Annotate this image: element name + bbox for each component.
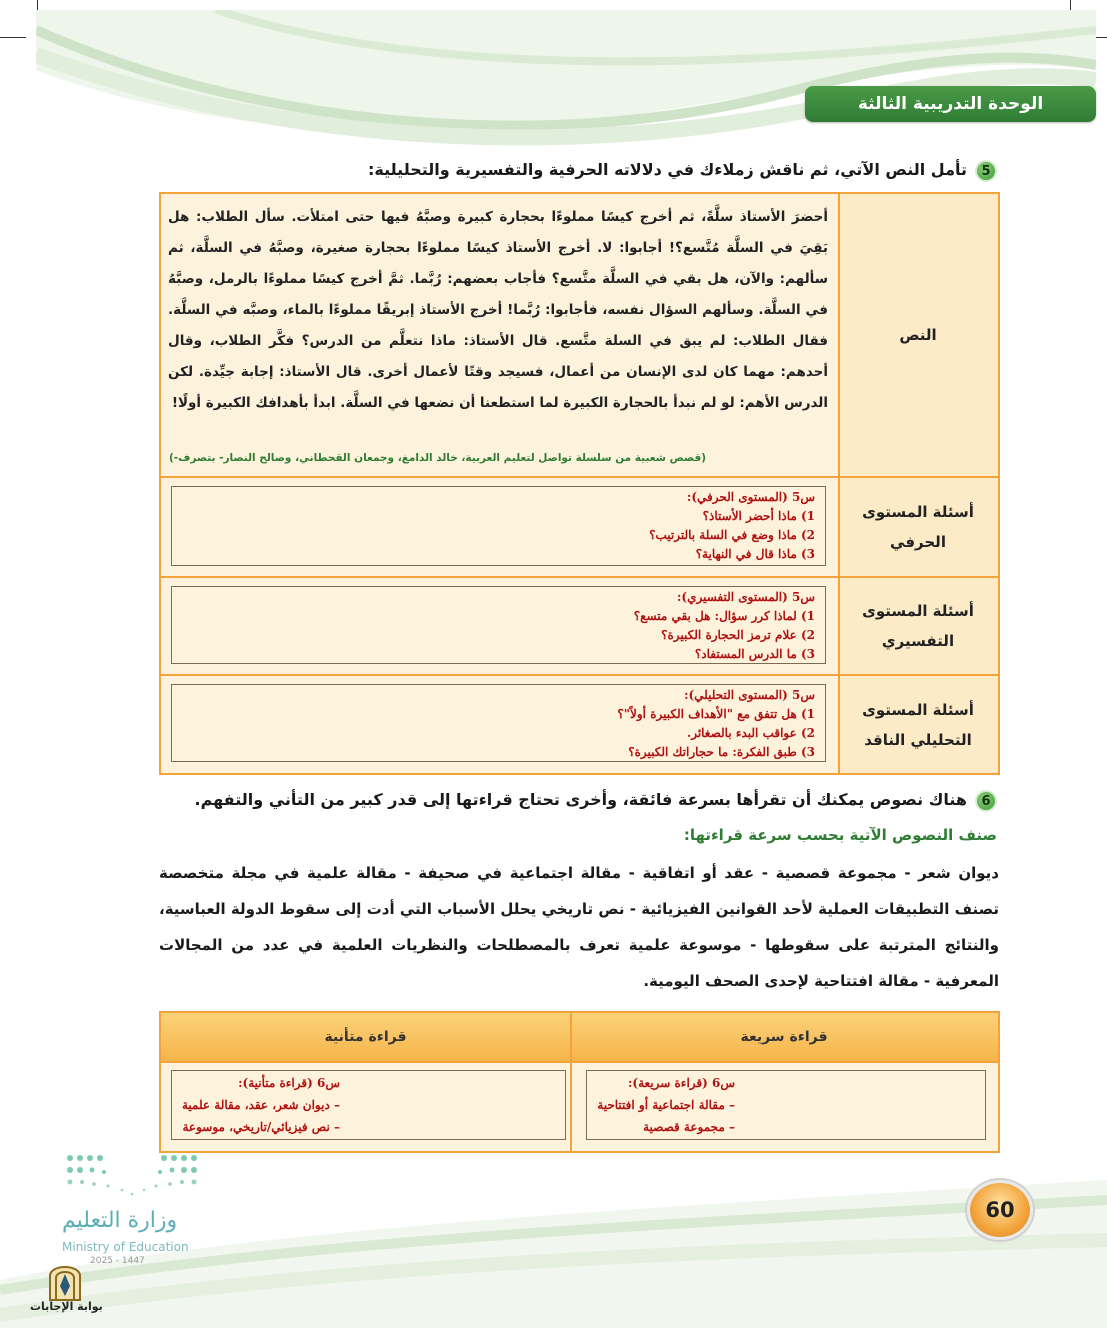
column-divider [838,194,840,773]
answer-line: – نص فيزيائي/تاريخي، موسوعة [182,1120,340,1134]
question-6-subheading: صنف النصوص الآتية بحسب سرعة قراءتها: [683,826,997,844]
ministry-name-arabic: وزارة التعليم [62,1208,178,1233]
question-5-table [159,192,1000,775]
answer-line: 2) ماذا وضع في السلة بالترتيب؟ [649,528,815,542]
column-header-slow: قراءة متأنية [161,1013,570,1061]
ministry-name-english: Ministry of Education [62,1240,189,1254]
question-6-number: 6 [975,790,997,812]
answer-line: – مجموعة قصصية [643,1120,735,1134]
label-interpretive: أسئلة المستوى التفسيري [838,578,998,674]
answer-line: 2) عواقب البدء بالصغائر. [687,726,815,740]
label-literal: أسئلة المستوى الحرفي [838,478,998,576]
passage-text: أحضرَ الأستاذ سلَّةً، ثم أخرج كيسًا مملوءًا بحجارة كبيرة وصبَّهُ فيها حتى امتلأت. سأل الطلاب: هل بَقِيَ في السلَّة مُتَّسع؟! أجابوا: لا. أخرج الأستاذ كيسًا مملوءًا بحجارة صغيرة، وصبَّهُ في السلَّة، ثم سألهم: والآن، هل بقي في السلَّة متَّسع؟ فأجاب بعضهم: رُبَّما. ثمَّ أخرج كيسًا مملوءًا بالرمل، وصبَّهُ في السلَّة. وسألهم السؤال نفسه، فأجابوا: رُبَّما! أخرج الأستاذ إبريقًا مملوءًا بالماء، وصبَّه في السلَّة. فقال الطلاب: لم يبق في السلة متَّسع. قال الأستاذ: ماذا نتعلَّم من الدرس؟ فكَّر الطلاب، وقال أحدهم: مهما كان لدى الإنسان من أعمال، فسيجد وقتًا لأعمال أخرى. قال الأستاذ: إجابة جيِّدة. لكن الدرس الأهم: لو لم نبدأ بالحجارة الكبيرة لما استطعنا أن نضعها في السلَّة. ابدأ بأهدافك الكبيرة أولًا! [168,209,828,411]
slow-answer-box [171,1070,566,1140]
fast-answer-box [586,1070,986,1140]
answer-line: س6 (قراءة متأنية): [238,1076,340,1090]
label-critical: أسئلة المستوى التحليلي الناقد [838,676,998,773]
ministry-logo-dots [64,1152,200,1200]
interpretive-cell [161,578,838,674]
answer-line: 3) طبق الفكرة: ما حجاراتك الكبيرة؟ [628,745,815,759]
answer-line: – مقالة اجتماعية أو افتتاحية [597,1098,735,1112]
edition-year: 2025 - 1447 [90,1256,145,1266]
page-number: 60 [967,1180,1033,1240]
unit-title-badge: الوحدة التدريبية الثالثة [805,86,1096,122]
question-5-instruction: تأمل النص الآتي، ثم ناقش زملاءك في دلالاته الحرفية والتفسيرية والتحليلية: [368,160,967,179]
question-6-instruction: هناك نصوص يمكنك أن تقرأها بسرعة فائقة، وأخرى تحتاج قراءتها إلى قدر كبير من التأني والتفهم. [194,790,967,809]
passage-cell [161,194,838,476]
answer-line: س5 (المستوى الحرفي): [686,490,815,504]
answer-line: 1) لماذا كرر سؤال: هل بقي متسع؟ [633,609,815,623]
crop-mark [0,37,26,38]
literal-answer-box [171,486,826,566]
reading-speed-table [159,1011,1000,1153]
interpretive-answer-box [171,586,826,664]
gateway-name: بوابة الإجابات [30,1300,103,1313]
column-header-fast: قراءة سريعة [570,1013,998,1061]
answer-line: س5 (المستوى التحليلي): [684,688,815,702]
label-text: النص [838,194,998,476]
header-divider [161,1061,998,1063]
answer-line: 1) هل تتفق مع "الأهداف الكبيرة أولاً"؟ [617,707,815,721]
answer-line: 3) ما الدرس المستفاد؟ [694,647,815,661]
answer-line: – ديوان شعر، عقد، مقالة علمية [181,1098,340,1112]
column-divider [570,1013,572,1151]
decorative-waves-top [36,10,1096,160]
literal-cell [161,478,838,576]
answer-line: 3) ماذا قال في النهاية؟ [695,547,815,561]
passage-source: (قصص شعبية من سلسلة تواصل لتعليم العربية، خالد الدامغ، وجمعان القحطاني، وصالح النصار- بتصرف-) [169,452,706,464]
answer-line: س5 (المستوى التفسيري): [676,590,815,604]
answer-line: 1) ماذا أحضر الأستاذ؟ [702,509,815,523]
gateway-logo-icon [42,1256,88,1302]
critical-answer-box [171,684,826,762]
critical-cell [161,676,838,773]
answer-line: س6 (قراءة سريعة): [627,1076,735,1090]
question-5-number: 5 [975,160,997,182]
answer-line: 2) علام ترمز الحجارة الكبيرة؟ [661,628,815,642]
question-6-paragraph: ديوان شعر - مجموعة قصصية - عقد أو اتفاقية - مقالة اجتماعية في صحيفة - مقالة علمية في مجلة متخصصة تصنف التطبيقات العملية لأحد القوانين الفيزيائية - نص تاريخي يحلل الأسباب التي أدت إلى سقوط الدولة العباسية، والنتائج المترتبة على سقوطها - موسوعة علمية تعرف بالمصطلحات والنظريات العلمية في عدد من المجالات المعرفية - مقالة افتتاحية لإحدى الصحف اليومية. [159,864,999,990]
